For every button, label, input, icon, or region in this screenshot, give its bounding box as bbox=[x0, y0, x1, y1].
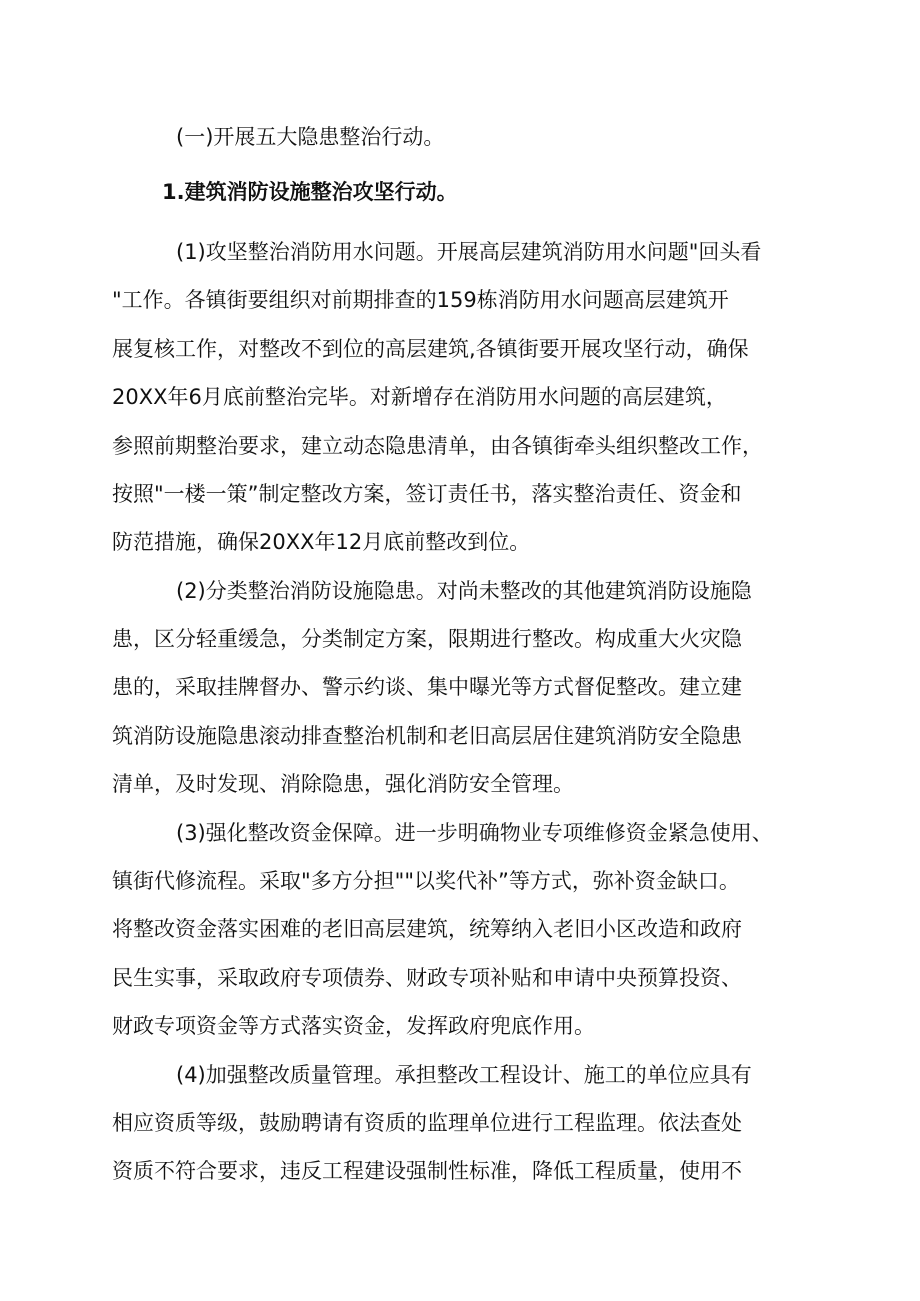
paragraph-line: 相应资质等级，鼓励聘请有资质的监理单位进行工程监理。依法查处 bbox=[112, 1111, 742, 1135]
paragraph-line: (3)强化整改资金保障。进一步明确物业专项维修资金紧急使用、 bbox=[176, 821, 773, 845]
paragraph-line: (4)加强整改质量管理。承担整改工程设计、施工的单位应具有 bbox=[176, 1063, 752, 1087]
paragraph-line: (2)分类整治消防设施隐患。对尚未整改的其他建筑消防设施隐 bbox=[176, 579, 752, 603]
paragraph-line: 患的，采取挂牌督办、警示约谈、集中曝光等方式督促整改。建立建 bbox=[112, 675, 742, 699]
paragraph-line: 民生实事，采取政府专项债券、财政专项补贴和申请中央预算投资、 bbox=[112, 966, 742, 990]
section-heading: (一)开展五大隐患整治行动。 bbox=[176, 125, 445, 149]
paragraph-line: (1)攻坚整治消防用水问题。开展高层建筑消防用水问题"回头看 bbox=[176, 240, 762, 264]
paragraph-line: 20XX年6月底前整治完毕。对新增存在消防用水问题的高层建筑， bbox=[112, 385, 727, 409]
paragraph-line: 将整改资金落实困难的老旧高层建筑，统筹纳入老旧小区改造和政府 bbox=[112, 917, 742, 941]
paragraph-line: 参照前期整治要求，建立动态隐患清单，由各镇街牵头组织整改工作， bbox=[112, 434, 763, 458]
paragraph-line: "工作。各镇街要组织对前期排查的159栋消防用水问题高层建筑开 bbox=[112, 288, 729, 312]
paragraph-line: 清单，及时发现、消除隐患，强化消防安全管理。 bbox=[112, 772, 574, 796]
paragraph-line: 按照"一楼一策”制定整改方案，签订责任书，落实整治责任、资金和 bbox=[112, 482, 742, 506]
paragraph-line: 展复核工作，对整改不到位的高层建筑,各镇街要开展攻坚行动，确保 bbox=[112, 337, 749, 361]
paragraph-line: 患，区分轻重缓急，分类制定方案，限期进行整改。构成重大火灾隐 bbox=[112, 627, 742, 651]
paragraph-line: 防范措施，确保20XX年12月底前整改到位。 bbox=[112, 530, 531, 554]
subsection-heading: 1.建筑消防设施整治攻坚行动。 bbox=[162, 180, 458, 204]
paragraph-line: 资质不符合要求，违反工程建设强制性标准，降低工程质量，使用不 bbox=[112, 1159, 742, 1183]
paragraph-line: 筑消防设施隐患滚动排查整治机制和老旧高层居住建筑消防安全隐患 bbox=[112, 724, 742, 748]
paragraph-line: 财政专项资金等方式落实资金，发挥政府兜底作用。 bbox=[112, 1014, 595, 1038]
paragraph-line: 镇街代修流程。采取"多方分担""以奖代补”等方式，弥补资金缺口。 bbox=[112, 869, 740, 893]
